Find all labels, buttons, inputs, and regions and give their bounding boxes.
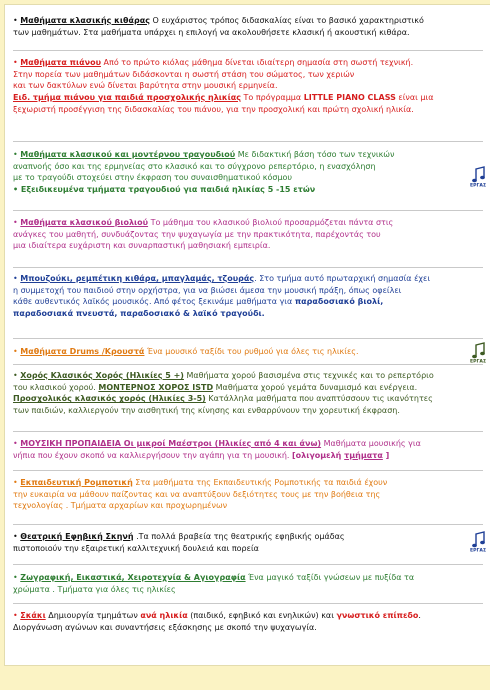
dance-title: Χορός Κλασικός Χορός (Ηλικίες 5 +) xyxy=(20,371,184,380)
divider xyxy=(13,564,483,565)
groups-note-close: ] xyxy=(382,450,390,460)
guitar-text-line2: των μαθημάτων. Στα μαθήματα υπάρχει η επιλογή να ακολουθήσετε κλασική ή ακουστική κιθάρα. xyxy=(13,27,410,37)
art-text-line2: χρώματα . Τμήματα για όλες τις ηλικίες xyxy=(13,584,176,594)
logo-text: ΕΡΓΑΣ xyxy=(470,183,487,187)
piano-kids-title: Ειδ. τμήμα πιάνου για παιδιά προσχολικής ηλικίας xyxy=(13,93,241,103)
singing-section xyxy=(13,149,490,196)
bouzouki-section xyxy=(13,273,490,320)
theatre-text-line2: πιστοποιούν την εξαιρετική καλλιτεχνική δουλειά και πορεία xyxy=(13,543,259,553)
bullet: • xyxy=(13,532,21,541)
bullet: • xyxy=(13,347,21,356)
guitar-text: Ο ευχάριστος τρόπος διδασκαλίας είναι το βασικό χαρακτηριστικό xyxy=(149,16,424,25)
divider xyxy=(13,50,483,51)
by-skill-text: γνωστικό επίπεδο xyxy=(336,611,419,620)
divider xyxy=(13,470,483,471)
piano-title: Μαθήματα πιάνου xyxy=(20,58,101,67)
singing-text-line2: αναπνοής όσο και της ερμηνείας στο κλασικό και το σύγχρονο ρεπερτόριο, η ενασχόληση xyxy=(13,161,376,171)
bullet: • xyxy=(13,478,21,487)
divider xyxy=(13,603,483,604)
groups-note-word: τμήματα xyxy=(344,450,383,460)
art-title: Ζωγραφική, Εικαστικά, Χειροτεχνία & Αγιογραφία xyxy=(20,573,246,582)
dance-section xyxy=(13,370,490,417)
bullet: • xyxy=(13,371,21,380)
robotics-text-line3: τεχνολογίας . Τμήματα αρχαρίων και προχωρημένων xyxy=(13,501,228,511)
divider xyxy=(13,267,483,268)
bullet: • xyxy=(13,439,21,448)
logo-text: ΕΡΓΑΣ xyxy=(470,359,487,363)
drums-text: Ένα μουσικό ταξίδι του ρυθμού για όλες τις ηλικίες. xyxy=(144,347,359,356)
guitar-title: Μαθήματα κλασικής κιθάρας xyxy=(20,16,150,25)
bouzouki-text: . Στο τμήμα αυτό πρωταρχική σημασία έχει xyxy=(254,274,431,283)
art-section xyxy=(13,572,490,595)
bouzouki-text-line3: κάθε αυθεντικός λαϊκός μουσικός. Από φέτος ξεκινάμε μαθήματα για xyxy=(13,297,295,307)
preschool-dance-title: Προσχολικός κλασικός χορός (Ηλικίες 3-5) xyxy=(13,394,206,404)
chess-title: Σκάκι xyxy=(20,611,46,620)
bullet: • xyxy=(13,573,21,582)
piano-kids-text-end: είναι μια xyxy=(395,93,434,103)
singing-title: Μαθήματα κλασικού και μοντέρνου τραγουδιού xyxy=(20,150,236,159)
chess-text: Δημιουργία τμημάτων xyxy=(45,611,141,620)
robotics-title: Εκπαιδευτική Ρομποτική xyxy=(20,478,133,487)
theatre-title: Θεατρική Εφηβική Σκηνή xyxy=(20,532,134,541)
piano-text-line3: και των δακτύλων ενώ δίνεται βαρύτητα στην μουσική ερμηνεία. xyxy=(13,81,278,91)
singing-text-line3: με το τραγούδι στοχεύει στην έκφραση του συναισθηματικού κόσμου xyxy=(13,173,293,183)
modern-dance-title: ΜΟΝΤΕΡΝΟΣ ΧΟΡΟΣ ISTD xyxy=(98,382,214,392)
chess-section xyxy=(13,610,490,633)
bouzouki-title: Μπουζούκι, ρεμπέτικη κιθάρα, μπαγλαμάς, τζουράς xyxy=(20,274,255,283)
dance-text: Μαθήματα χορού βασισμένα στις τεχνικές και το ρεπερτόριο xyxy=(183,371,434,380)
preschool-dance-text: Κατάλληλα μαθήματα που αναπτύσσουν τις ικανότητες xyxy=(205,394,433,404)
art-text: Ένα μαγικό ταξίδι γνώσεων με πυξίδα τα xyxy=(245,573,415,582)
divider xyxy=(13,141,483,142)
little-piano-class-brand: LITTLE PIANO CLASS xyxy=(303,93,396,103)
theatre-text: .Τα πολλά βραβεία της θεατρικής εφηβικής ομάδας xyxy=(133,532,345,541)
propaideia-section xyxy=(13,438,490,461)
propaideia-title: ΜΟΥΣΙΚΗ ΠΡΟΠΑΙΔΕΙΑ Οι μικροί Μαέστροι (Ηλικίες από 4 και άνω) xyxy=(20,439,322,448)
chess-text-middle: (παιδικό, εφηβικό και ενηλικών) και xyxy=(187,611,337,620)
bullet: • xyxy=(13,58,21,67)
robotics-text-line2: την ευκαιρία να μάθουν παίζοντας και να αναπτύξουν δεξιότητες τους με την βοήθεια της xyxy=(13,489,381,499)
bullet: • xyxy=(13,274,21,283)
violin-text-line3: μια ιδιαίτερα ευχάριστη και συναρπαστική μαθησιακή εμπειρία. xyxy=(13,241,271,251)
drums-title: Μαθήματα Drums /Κρουστά xyxy=(20,347,145,356)
divider xyxy=(13,364,483,365)
by-age-text: ανά ηλικία xyxy=(140,611,188,620)
robotics-text: Στα μαθήματα της Εκπαιδευτικής Ρομποτικής τα παιδιά έχουν xyxy=(132,478,388,487)
bullet: • xyxy=(13,16,21,25)
divider xyxy=(13,524,483,525)
robotics-section xyxy=(13,477,490,512)
violin-title: Μαθήματα κλασικού βιολιού xyxy=(20,218,149,227)
modern-dance-text: Μαθήματα χορού γεμάτα δυναμισμό και ενέργεια. xyxy=(213,382,418,392)
musical-note-logo-icon xyxy=(469,530,489,552)
guitar-section xyxy=(13,15,490,38)
musical-note-logo-icon xyxy=(469,165,489,187)
piano-text: Από το πρώτο κιόλας μάθημα δίνεται ιδιαίτερη σημασία στη σωστή τεχνική. xyxy=(100,58,414,67)
singing-kids-line: • Εξειδικευμένα τμήματα τραγουδιού για παιδιά ηλικίας 5 -15 ετών xyxy=(13,185,316,195)
chess-text-line2: Διοργάνωση αγώνων και συναντήσεις εξάσκησης με σκοπό την ψυχαγωγία. xyxy=(13,622,317,632)
drums-section xyxy=(13,346,490,358)
chess-text-end: . xyxy=(418,611,421,620)
musical-note-logo-icon xyxy=(469,341,489,363)
singing-text: Με διδακτική βάση τόσο των τεχνικών xyxy=(235,150,395,159)
violin-text-line2: ανάγκες του μαθητή, συνδυάζοντας την ψυχαγωγία με την πρακτικότητα, παρέχοντάς του xyxy=(13,229,381,239)
piano-kids-line2: ξεχωριστή προσέγγιση της διδασκαλίας του πιάνου, για την προσχολική και πρώτη σχολική ηλικία. xyxy=(13,104,414,114)
propaideia-text: Μαθήματα μουσικής για xyxy=(321,439,421,448)
piano-kids-text: Το πρόγραμμα xyxy=(240,93,304,103)
bouzouki-text-line2: η συμμετοχή του παιδιού στην ορχήστρα, για να βιώσει άμεσα την μουσική πράξη, όπως οφείλει xyxy=(13,285,402,295)
bouzouki-text-line4: παραδοσιακά πνευστά, παραδοσιακό & λαϊκό τραγούδι. xyxy=(13,309,265,319)
violin-text: Το μάθημα του κλασικού βιολιού προσαρμόζεται πάντα στις xyxy=(148,218,394,227)
groups-note-open: [ολιγομελή xyxy=(292,450,345,460)
piano-text-line2: Στην πορεία των μαθημάτων διδάσκονται η σωστή στάση του σώματος, των χεριών xyxy=(13,69,355,79)
divider xyxy=(13,210,483,211)
logo-text: ΕΡΓΑΣ xyxy=(470,548,487,552)
divider xyxy=(13,338,483,339)
course-flyer-page xyxy=(4,4,490,666)
traditional-violin-text: παραδοσιακό βιολί, xyxy=(294,297,384,307)
propaideia-text-line2: νήπια που έχουν σκοπό να καλλιεργήσουν την αγάπη για τη μουσική. xyxy=(13,450,292,460)
bullet: • xyxy=(13,611,21,620)
theatre-section xyxy=(13,531,490,554)
dance-text-line4: των παιδιών, καλλιεργούν την αισθητική της κίνησης και ενθαρρύνουν την χορευτική έκφραση. xyxy=(13,406,400,416)
violin-section xyxy=(13,217,490,252)
dance-text-line2: του κλασικού χορού. xyxy=(13,382,99,392)
bullet: • xyxy=(13,218,21,227)
piano-section xyxy=(13,57,490,116)
divider xyxy=(13,431,483,432)
bullet: • xyxy=(13,150,21,159)
